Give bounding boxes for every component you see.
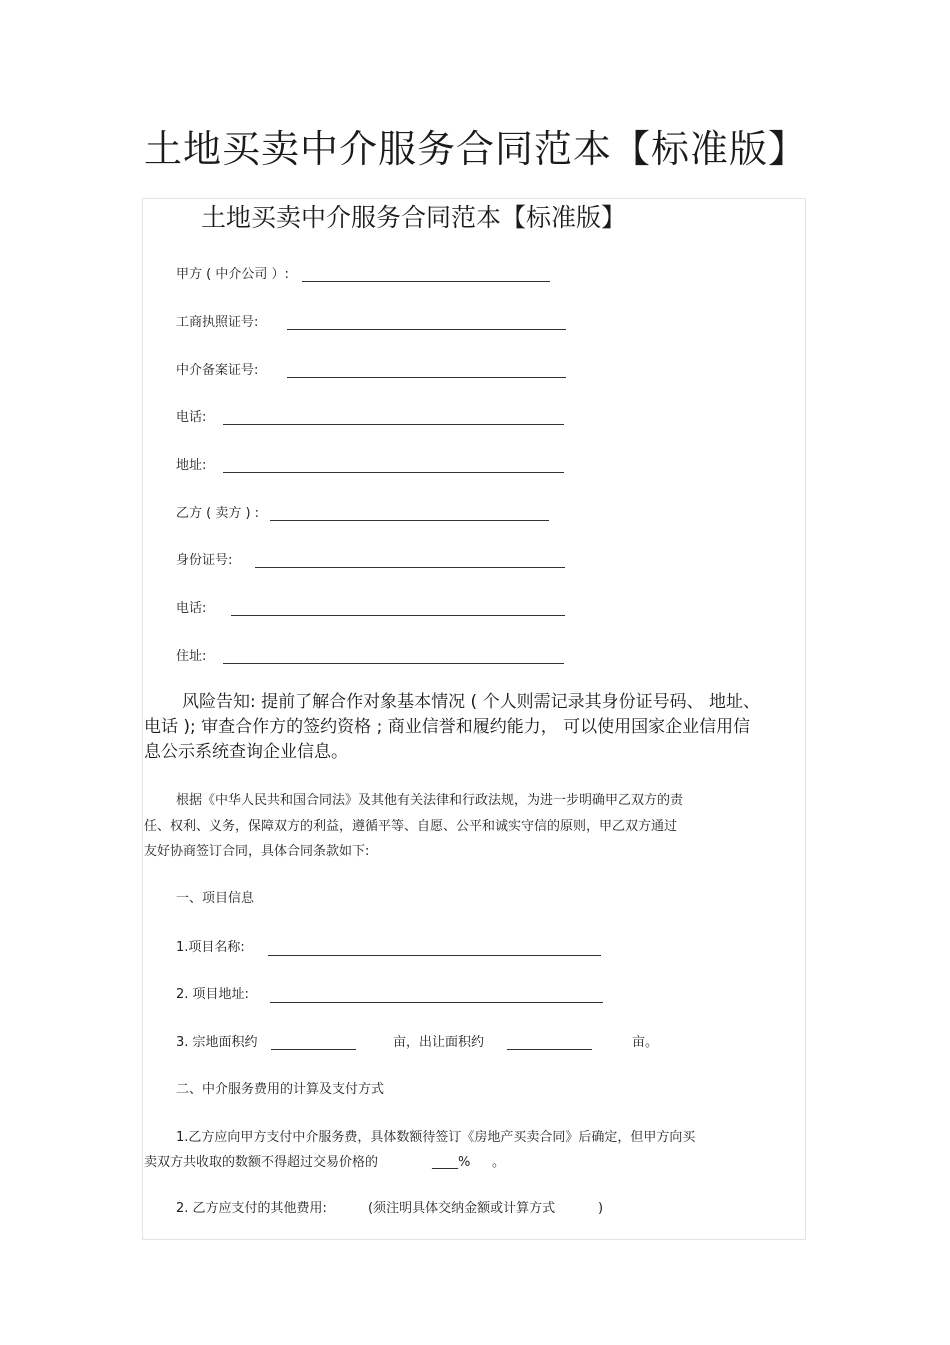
project-name-label: 1.项目名称: [176,940,245,955]
address-a-blank[interactable] [223,472,564,473]
id-no-blank[interactable] [255,567,565,568]
address-b-blank[interactable] [223,663,564,664]
section-1-heading: 一、项目信息 [176,891,255,906]
party-a-blank[interactable] [302,281,550,282]
contract-title: 土地买卖中介服务合同范本【标准版】 [201,203,627,232]
phone-b-blank[interactable] [231,615,565,616]
fee-clause-line-1: 1.乙方应向甲方支付中介服务费，具体数额待签订《房地产买卖合同》后确定，但甲方向买 [176,1130,696,1145]
risk-notice-line-2: 电话 ); 审查合作方的签约资格 ; 商业信誉和履约能力， 可以使用国家企业信用信 [144,717,751,737]
license-no-label: 工商执照证号: [176,315,259,330]
project-address-label: 2. 项目地址: [176,987,249,1002]
risk-notice-line-1: 风险告知: 提前了解合作对象基本情况 ( 个人则需记录其身份证号码、 地址、 [182,692,760,712]
phone-a-label: 电话: [176,410,207,425]
preamble-line-2: 任、权利、义务，保障双方的利益，遵循平等、自愿、公平和诚实守信的原则，甲乙双方通过 [144,819,678,834]
agency-no-label: 中介备案证号: [176,363,259,378]
party-b-blank[interactable] [270,520,549,521]
license-no-blank[interactable] [287,329,566,330]
page-title: 土地买卖中介服务合同范本【标准版】 [144,127,808,171]
transfer-area-blank[interactable] [507,1049,592,1050]
section-2-heading: 二、中介服务费用的计算及支付方式 [176,1082,385,1097]
phone-b-label: 电话: [176,601,207,616]
agency-no-blank[interactable] [287,377,566,378]
other-fees-note-close: ) [598,1201,604,1216]
phone-a-blank[interactable] [223,424,564,425]
other-fees-note: (须注明具体交纳金额或计算方式 [368,1201,556,1216]
other-fees-label: 2. 乙方应支付的其他费用: [176,1201,327,1216]
fee-percent-blank[interactable]: ____% [432,1155,471,1170]
project-address-blank[interactable] [270,1002,603,1003]
preamble-line-1: 根据《中华人民共和国合同法》及其他有关法律和行政法规，为进一步明确甲乙双方的责 [176,793,684,808]
preamble-line-3: 友好协商签订合同，具体合同条款如下: [144,844,370,859]
transfer-area-unit: 亩。 [632,1035,659,1050]
party-a-label: 甲方 ( 中介公司 ）: [176,267,289,282]
transfer-area-label: 亩，出让面积约 [393,1035,485,1050]
land-area-blank[interactable] [271,1049,356,1050]
id-no-label: 身份证号: [176,553,233,568]
land-area-label: 3. 宗地面积约 [176,1035,258,1050]
address-b-label: 住址: [176,649,207,664]
address-a-label: 地址: [176,458,207,473]
risk-notice-line-3: 息公示系统查询企业信息。 [144,742,348,762]
fee-clause-end: 。 [492,1155,506,1170]
project-name-blank[interactable] [268,955,601,956]
party-b-label: 乙方 ( 卖方 ) : [176,506,260,521]
fee-clause-line-2: 卖双方共收取的数额不得超过交易价格的 [144,1155,379,1170]
